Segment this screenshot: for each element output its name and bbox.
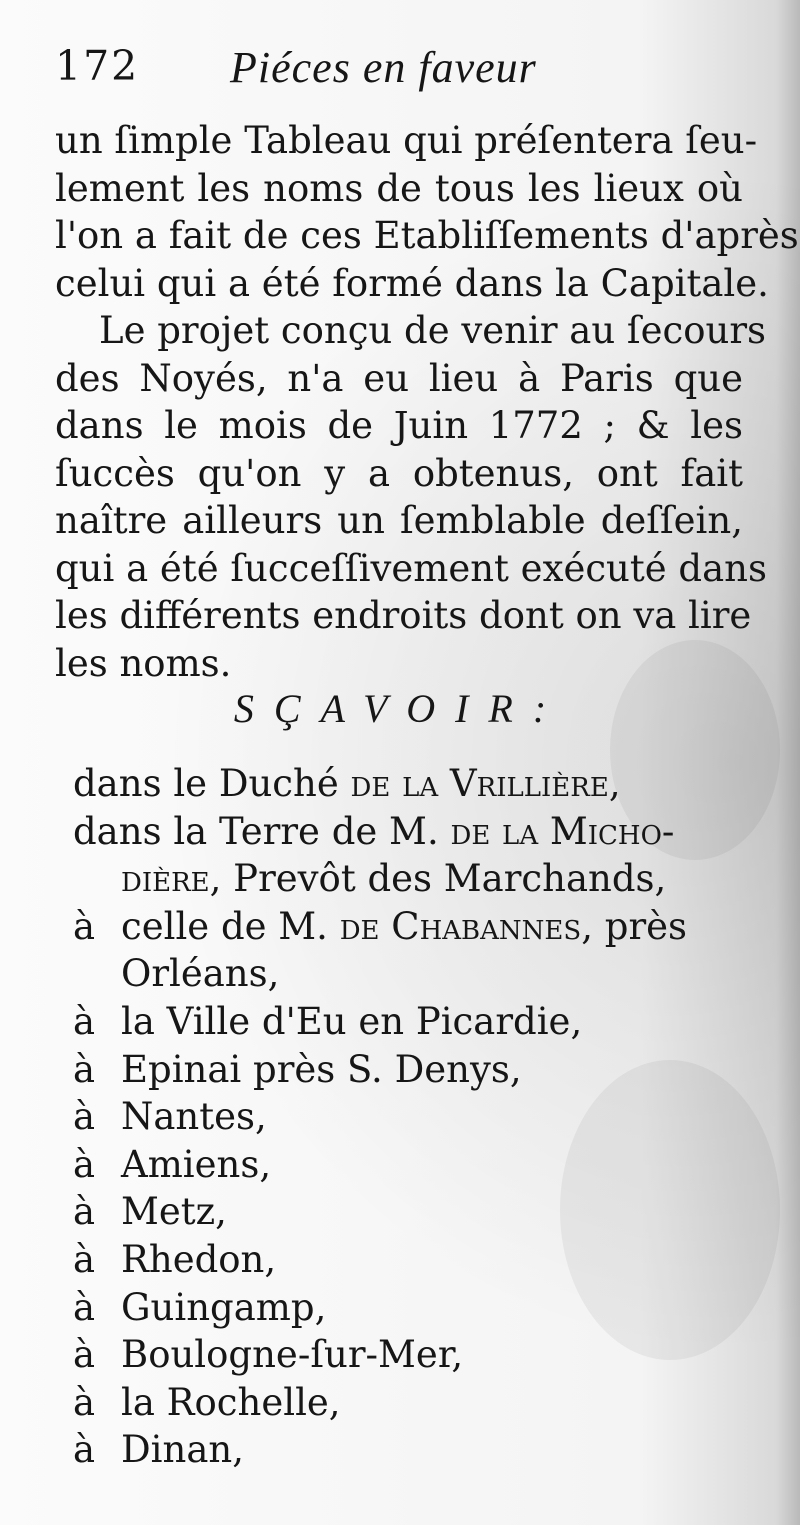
list-item-text: Boulogne-ſur-Mer, [121, 1333, 464, 1377]
list-item-text: la Rochelle, [121, 1380, 341, 1424]
list-item-text: , Prevôt des Marchands, [209, 857, 667, 901]
list-item-preposition: à [73, 1237, 96, 1281]
list-item-continuation: Orléans, [121, 952, 280, 996]
text-line: naître ailleurs un ſemblable deſſein, [55, 499, 743, 542]
list-item-preposition: à [73, 1428, 96, 1472]
list-item-preposition: à [73, 1380, 96, 1424]
list-item-preposition: à [73, 1095, 96, 1139]
text-line: un ſimple Tableau qui préſentera ſeu- [55, 119, 758, 162]
list-item [73, 1284, 753, 1332]
list-item-name: de la Micho- [450, 809, 675, 853]
place-list [73, 760, 753, 1474]
list-item-name: dière [121, 857, 210, 901]
text-line: celui qui a été formé dans la Capitale. [55, 261, 769, 305]
list-item-text: Guingamp, [121, 1285, 327, 1329]
running-head: Piéces en faveur [230, 43, 537, 92]
body-text [55, 117, 799, 687]
list-item-preposition: à [73, 1285, 96, 1329]
list-item-text: Rhedon, [121, 1237, 277, 1281]
list-item [73, 1188, 753, 1236]
list-item [73, 1141, 753, 1189]
list-item-preposition: à [73, 1047, 96, 1091]
list-item-text: celle de M. [121, 904, 340, 948]
list-item-preposition: à [73, 1333, 96, 1377]
list-item-preposition: à [73, 999, 96, 1043]
list-item-name: de la Vrillière [350, 762, 609, 805]
list-item [73, 808, 753, 856]
list-item-text: , [608, 762, 621, 805]
list-item [73, 1331, 753, 1379]
text-line: lement les noms de tous les lieux où [55, 166, 743, 210]
page-number: 172 [55, 42, 140, 90]
text-line: ſuccès qu'on y a obtenus, ont fait [55, 451, 743, 495]
text-line: dans le mois de Juin 1772 ; & les [55, 404, 743, 447]
list-item [73, 998, 753, 1046]
list-item-preposition: à [73, 904, 96, 948]
text-line: qui a été ſucceſſivement exécuté dans [55, 546, 767, 590]
list-item [73, 1236, 753, 1284]
list-item-text: dans la Terre de M. [73, 809, 451, 853]
list-item-text: la Ville d'Eu en Picardie, [121, 999, 583, 1043]
text-line: des Noyés, n'a eu lieu à Paris que [55, 356, 743, 400]
list-item [73, 760, 753, 808]
list-item [73, 1379, 753, 1427]
text-line: l'on a fait de ces Etabliſſements d'après [55, 214, 799, 257]
list-item-text: Epinai près S. Denys, [121, 1047, 522, 1091]
list-item [73, 903, 753, 951]
text-line: les noms. [55, 641, 232, 685]
list-item-text: dans le Duché [73, 762, 351, 805]
list-item-preposition: à [73, 1142, 96, 1186]
section-heading: SÇAVOIR: [233, 686, 567, 731]
page-header [55, 42, 755, 102]
text-line: les différents endroits dont on va lire [55, 594, 752, 637]
list-item-name: de Chabannes [339, 904, 582, 948]
list-item [73, 1046, 753, 1094]
list-item [73, 1093, 753, 1141]
list-item-continuation [73, 855, 753, 903]
list-item-text: Dinan, [121, 1428, 244, 1472]
list-item-preposition: à [73, 1190, 96, 1234]
text-line: Le projet conçu de venir au ſecours [99, 309, 767, 352]
list-item-text: Metz, [121, 1190, 227, 1234]
list-item-text: Amiens, [121, 1142, 272, 1186]
list-item-text: Nantes, [121, 1095, 267, 1139]
list-item [73, 1426, 753, 1474]
list-item-text: , près [581, 904, 688, 948]
